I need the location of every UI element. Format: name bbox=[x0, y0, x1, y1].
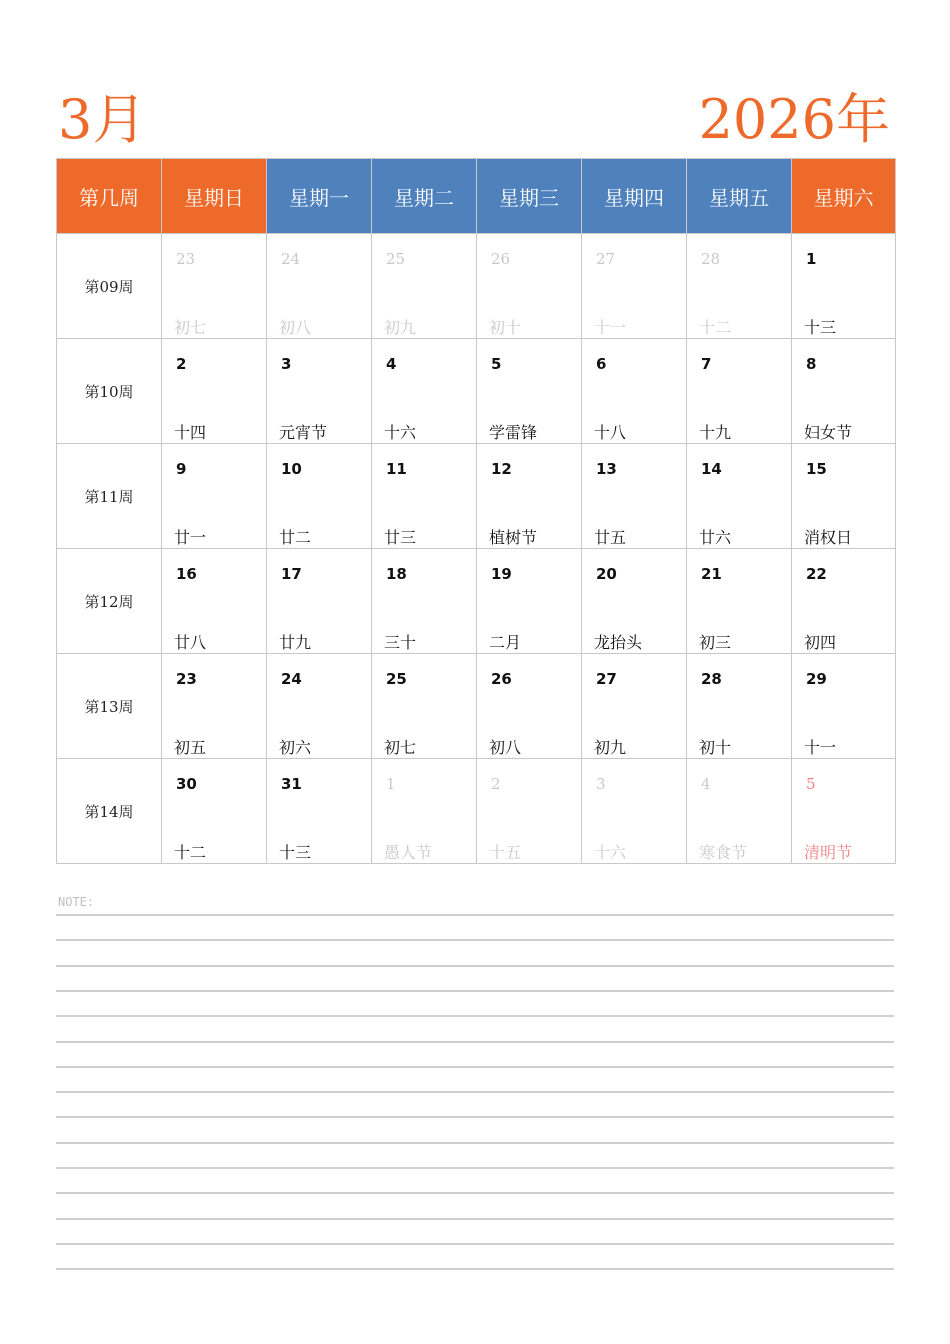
lunar-date: 十三 bbox=[279, 843, 312, 862]
header-friday: 星期五 bbox=[687, 159, 792, 234]
week-row bbox=[57, 339, 896, 444]
lunar-date: 十一 bbox=[594, 318, 627, 337]
day-number: 12 bbox=[491, 460, 512, 478]
lunar-date: 廿二 bbox=[279, 528, 312, 547]
lunar-date: 初五 bbox=[174, 738, 207, 757]
lunar-date: 廿一 bbox=[174, 528, 207, 547]
day-cell[interactable] bbox=[477, 234, 582, 339]
note-line bbox=[56, 1192, 894, 1194]
lunar-date: 龙抬头 bbox=[594, 633, 643, 652]
day-number: 26 bbox=[491, 670, 512, 688]
day-cell[interactable] bbox=[267, 234, 372, 339]
lunar-date: 妇女节 bbox=[804, 423, 853, 442]
header-sunday: 星期日 bbox=[162, 159, 267, 234]
lunar-date: 十一 bbox=[804, 738, 837, 757]
lunar-date: 初七 bbox=[174, 318, 207, 337]
day-number: 9 bbox=[176, 460, 187, 478]
lunar-date: 愚人节 bbox=[384, 843, 433, 862]
day-number: 25 bbox=[386, 670, 407, 688]
day-cell[interactable] bbox=[162, 654, 267, 759]
day-number: 25 bbox=[386, 250, 406, 268]
day-number: 13 bbox=[596, 460, 617, 478]
day-number: 3 bbox=[281, 355, 292, 373]
weekday-header-row bbox=[57, 159, 896, 234]
day-number: 2 bbox=[176, 355, 187, 373]
header-wednesday: 星期三 bbox=[477, 159, 582, 234]
day-number: 27 bbox=[596, 670, 617, 688]
day-number: 29 bbox=[806, 670, 827, 688]
day-number: 10 bbox=[281, 460, 302, 478]
year-title: 2026年 bbox=[698, 88, 890, 151]
note-line bbox=[56, 1066, 894, 1068]
lunar-date: 初十 bbox=[489, 318, 522, 337]
header-tuesday: 星期二 bbox=[372, 159, 477, 234]
day-number: 1 bbox=[806, 250, 817, 268]
day-cell[interactable] bbox=[477, 759, 582, 864]
day-number: 20 bbox=[596, 565, 617, 583]
lunar-date: 十四 bbox=[174, 423, 207, 442]
lunar-date: 十五 bbox=[489, 843, 522, 862]
week-number-cell: 第11周 bbox=[57, 444, 162, 549]
day-cell[interactable] bbox=[372, 759, 477, 864]
lunar-date: 元宵节 bbox=[279, 423, 328, 442]
week-row bbox=[57, 654, 896, 759]
lunar-date: 十六 bbox=[594, 843, 627, 862]
day-number: 14 bbox=[701, 460, 722, 478]
day-number: 16 bbox=[176, 565, 197, 583]
day-number: 18 bbox=[386, 565, 407, 583]
day-cell[interactable] bbox=[582, 759, 687, 864]
week-number-cell: 第14周 bbox=[57, 759, 162, 864]
week-row bbox=[57, 444, 896, 549]
day-number: 21 bbox=[701, 565, 722, 583]
day-number: 5 bbox=[491, 355, 502, 373]
day-number: 3 bbox=[596, 775, 606, 793]
note-line bbox=[56, 965, 894, 967]
day-number: 28 bbox=[701, 670, 722, 688]
day-cell[interactable] bbox=[792, 444, 896, 549]
header-thursday: 星期四 bbox=[582, 159, 687, 234]
day-cell[interactable] bbox=[267, 759, 372, 864]
day-number: 5 bbox=[806, 775, 816, 793]
day-cell[interactable] bbox=[267, 444, 372, 549]
day-number: 24 bbox=[281, 250, 301, 268]
day-number: 22 bbox=[806, 565, 827, 583]
day-number: 19 bbox=[491, 565, 512, 583]
lunar-date: 植树节 bbox=[489, 528, 538, 547]
day-cell[interactable] bbox=[162, 444, 267, 549]
lunar-date: 初三 bbox=[699, 633, 732, 652]
day-cell[interactable] bbox=[477, 339, 582, 444]
header-week-number: 第几周 bbox=[57, 159, 162, 234]
note-line bbox=[56, 1167, 894, 1169]
day-number: 27 bbox=[596, 250, 616, 268]
note-line bbox=[56, 1243, 894, 1245]
lunar-date: 廿三 bbox=[384, 528, 417, 547]
day-cell[interactable] bbox=[792, 234, 896, 339]
day-cell[interactable] bbox=[582, 444, 687, 549]
day-cell[interactable] bbox=[792, 759, 896, 864]
week-row bbox=[57, 759, 896, 864]
note-line bbox=[56, 1015, 894, 1017]
note-line bbox=[56, 914, 894, 916]
lunar-date: 二月 bbox=[489, 633, 522, 652]
day-number: 17 bbox=[281, 565, 302, 583]
day-cell[interactable] bbox=[477, 444, 582, 549]
day-cell[interactable] bbox=[792, 549, 896, 654]
note-line bbox=[56, 990, 894, 992]
day-cell[interactable] bbox=[477, 549, 582, 654]
day-number: 4 bbox=[386, 355, 397, 373]
day-number: 11 bbox=[386, 460, 407, 478]
day-cell[interactable] bbox=[372, 234, 477, 339]
day-number: 31 bbox=[281, 775, 302, 793]
note-line bbox=[56, 1142, 894, 1144]
note-label: NOTE: bbox=[58, 895, 95, 909]
lunar-date: 十八 bbox=[594, 423, 627, 442]
note-line bbox=[56, 1091, 894, 1093]
day-cell[interactable] bbox=[372, 339, 477, 444]
day-cell[interactable] bbox=[372, 444, 477, 549]
note-line bbox=[56, 1268, 894, 1270]
day-number: 1 bbox=[386, 775, 396, 793]
day-number: 23 bbox=[176, 670, 197, 688]
note-line bbox=[56, 1041, 894, 1043]
day-cell[interactable] bbox=[372, 654, 477, 759]
day-cell[interactable] bbox=[162, 549, 267, 654]
day-number: 26 bbox=[491, 250, 511, 268]
day-number: 30 bbox=[176, 775, 197, 793]
lunar-date: 廿八 bbox=[174, 633, 207, 652]
lunar-date: 初八 bbox=[279, 318, 312, 337]
day-cell[interactable] bbox=[582, 654, 687, 759]
day-cell[interactable] bbox=[582, 549, 687, 654]
lunar-date: 十九 bbox=[699, 423, 732, 442]
week-number-cell: 第10周 bbox=[57, 339, 162, 444]
note-line bbox=[56, 1218, 894, 1220]
day-cell[interactable] bbox=[687, 339, 792, 444]
calendar-table bbox=[56, 158, 896, 864]
lunar-date: 消权日 bbox=[804, 528, 853, 547]
lunar-date: 十二 bbox=[174, 843, 207, 862]
lunar-date: 廿五 bbox=[594, 528, 627, 547]
day-number: 7 bbox=[701, 355, 712, 373]
lunar-date: 廿六 bbox=[699, 528, 732, 547]
week-number-cell: 第12周 bbox=[57, 549, 162, 654]
lunar-date: 廿九 bbox=[279, 633, 312, 652]
day-cell[interactable] bbox=[687, 654, 792, 759]
note-line bbox=[56, 1116, 894, 1118]
day-cell[interactable] bbox=[582, 234, 687, 339]
week-row bbox=[57, 549, 896, 654]
lunar-date: 十二 bbox=[699, 318, 732, 337]
lunar-date: 初六 bbox=[279, 738, 312, 757]
note-line bbox=[56, 939, 894, 941]
lunar-date: 初九 bbox=[594, 738, 627, 757]
week-number-cell: 第09周 bbox=[57, 234, 162, 339]
day-cell[interactable] bbox=[687, 549, 792, 654]
header-saturday: 星期六 bbox=[792, 159, 896, 234]
day-number: 15 bbox=[806, 460, 827, 478]
day-cell[interactable] bbox=[372, 549, 477, 654]
day-cell[interactable] bbox=[162, 339, 267, 444]
week-row bbox=[57, 234, 896, 339]
day-cell[interactable] bbox=[687, 444, 792, 549]
day-cell[interactable] bbox=[582, 339, 687, 444]
day-cell[interactable] bbox=[477, 654, 582, 759]
lunar-date: 十六 bbox=[384, 423, 417, 442]
day-number: 28 bbox=[701, 250, 721, 268]
lunar-date: 初七 bbox=[384, 738, 417, 757]
lunar-date: 学雷锋 bbox=[489, 423, 538, 442]
lunar-date: 十三 bbox=[804, 318, 837, 337]
month-title: 3月 bbox=[58, 88, 147, 151]
day-cell[interactable] bbox=[267, 654, 372, 759]
day-number: 23 bbox=[176, 250, 196, 268]
day-cell[interactable] bbox=[792, 339, 896, 444]
day-cell[interactable] bbox=[162, 234, 267, 339]
lunar-date: 初十 bbox=[699, 738, 732, 757]
lunar-date: 初八 bbox=[489, 738, 522, 757]
day-cell[interactable] bbox=[687, 234, 792, 339]
lunar-date: 初九 bbox=[384, 318, 417, 337]
day-number: 6 bbox=[596, 355, 607, 373]
day-cell[interactable] bbox=[267, 549, 372, 654]
day-number: 8 bbox=[806, 355, 817, 373]
day-number: 2 bbox=[491, 775, 501, 793]
lunar-date: 初四 bbox=[804, 633, 837, 652]
day-cell[interactable] bbox=[162, 759, 267, 864]
header-monday: 星期一 bbox=[267, 159, 372, 234]
day-number: 4 bbox=[701, 775, 711, 793]
lunar-date: 三十 bbox=[384, 633, 417, 652]
day-cell[interactable] bbox=[267, 339, 372, 444]
lunar-date: 寒食节 bbox=[699, 843, 748, 862]
lunar-date: 清明节 bbox=[804, 843, 853, 862]
day-cell[interactable] bbox=[792, 654, 896, 759]
day-number: 24 bbox=[281, 670, 302, 688]
week-number-cell: 第13周 bbox=[57, 654, 162, 759]
day-cell[interactable] bbox=[687, 759, 792, 864]
